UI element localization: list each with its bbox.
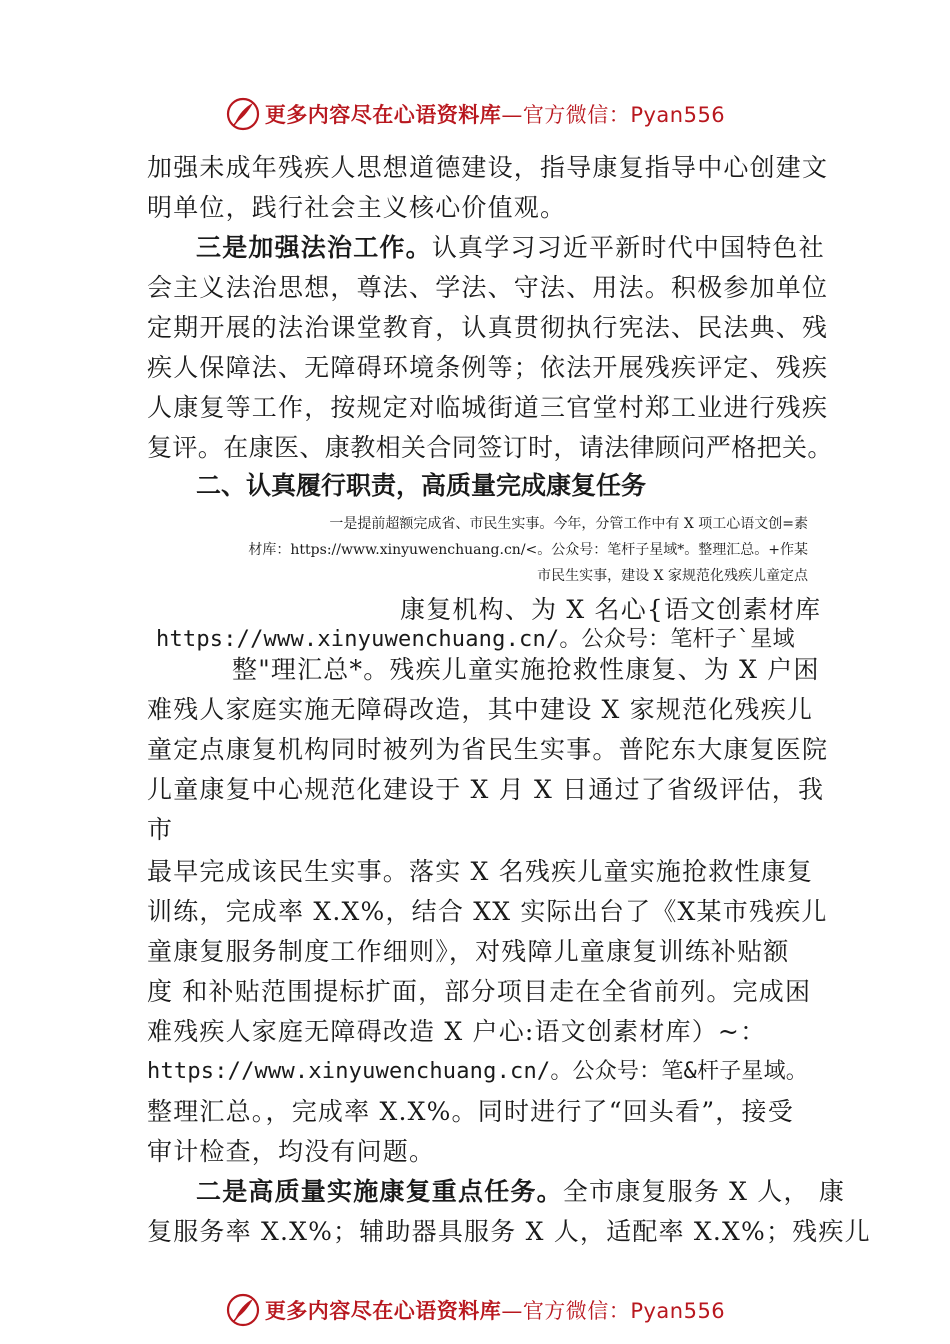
paragraph-line: 最早完成该民生实事。落实 X 名残疾儿童实施抢救性康复 xyxy=(147,857,814,886)
paragraph-line: 三是加强法治工作。认真学习习近平新时代中国特色社 xyxy=(196,233,825,262)
paragraph-line: 复评。在康医、康教相关合同签订时，请法律顾问严格把关。 xyxy=(147,433,833,462)
paragraph-line: 审计检查，均没有问题。 xyxy=(147,1137,436,1166)
paragraph-line: 市 xyxy=(147,815,174,844)
paragraph-line: 人康复等工作，按规定对临城街道三官堂村郑工业进行残疾 xyxy=(147,393,829,422)
header-banner xyxy=(0,94,950,134)
small-line: 材库：https://www.xinyuwenchuang.cn/<。公众号：笔杆子星域*。整理汇总。+作某 xyxy=(248,542,808,558)
paragraph-line: 训练，完成率 X.X%，结合 XX 实际出台了《X某市残疾儿 xyxy=(147,897,828,926)
section-lead: 三是加强法治工作。 xyxy=(196,233,432,262)
paragraph-line: 难残人家庭实施无障碍改造，其中建设 X 家规范化残疾儿 xyxy=(147,695,814,724)
feather-pen-logo-icon xyxy=(225,1292,261,1328)
paragraph-line: 会主义法治思想，尊法、学法、守法、用法。积极参加单位 xyxy=(147,273,829,302)
paragraph-line: 疾人保障法、无障碍环境条例等；依法开展残疾评定、残疾 xyxy=(147,353,829,382)
banner-text: 更多内容尽在心语资料库—官方微信：Pyan556 xyxy=(264,1299,726,1323)
paragraph-line: 儿童康复中心规范化建设于 X 月 X 日通过了省级评估，我 xyxy=(147,775,825,804)
paragraph-line: 童定点康复机构同时被列为省民生实事。普陀东大康复医院 xyxy=(147,735,829,764)
paragraph-line: 童康复服务制度工作细则》，对残障儿童康复训练补贴额 xyxy=(147,937,790,966)
paragraph-line: 定期开展的法治课堂教育，认真贯彻执行宪法、民法典、残 xyxy=(147,313,829,342)
feather-pen-logo-icon xyxy=(225,96,261,132)
section-heading: 二、认真履行职责，高质量完成康复任务 xyxy=(196,471,647,500)
section-lead: 二是高质量实施康复重点任务。 xyxy=(196,1177,563,1206)
paragraph-line: 整"理汇总*。残疾儿童实施抢救性康复、为 X 户困 xyxy=(232,655,820,684)
paragraph-line: 明单位，践行社会主义核心价值观。 xyxy=(147,193,567,222)
paragraph-line: 康复机构、为 X 名心{语文创素材库 xyxy=(400,595,822,624)
paragraph-line: 加强未成年残疾人思想道德建设，指导康复指导中心创建文 xyxy=(147,153,829,182)
paragraph-line: 难残疾人家庭无障碍改造 X 户心:语文创素材库）~： xyxy=(147,1017,767,1046)
paragraph-line: 二是高质量实施康复重点任务。全市康复服务 X 人， 康 xyxy=(196,1177,846,1206)
small-line: 一是提前超额完成省、市民生实事。今年，分管工作中有 X 项工心语文创=素 xyxy=(329,516,808,532)
small-line: 市民生实事，建设 X 家规范化残疾儿童定点 xyxy=(537,568,808,584)
url-line: https://www.xinyuwenchuang.cn/。公众号：笔杆子`星域 xyxy=(156,627,795,652)
banner-text: 更多内容尽在心语资料库—官方微信：Pyan556 xyxy=(264,103,726,127)
footer-banner xyxy=(0,1290,950,1330)
url-line: https://www.xinyuwenchuang.cn/。公众号：笔&杆子星域。 xyxy=(147,1059,808,1084)
paragraph-line: 整理汇总。，完成率 X.X%。同时进行了“回头看”，接受 xyxy=(147,1097,794,1126)
paragraph-line: 度 和补贴范围提标扩面，部分项目走在全省前列。完成困 xyxy=(147,977,812,1006)
paragraph-line: 复服务率 X.X%；辅助器具服务 X 人，适配率 X.X%；残疾儿 xyxy=(147,1217,871,1246)
